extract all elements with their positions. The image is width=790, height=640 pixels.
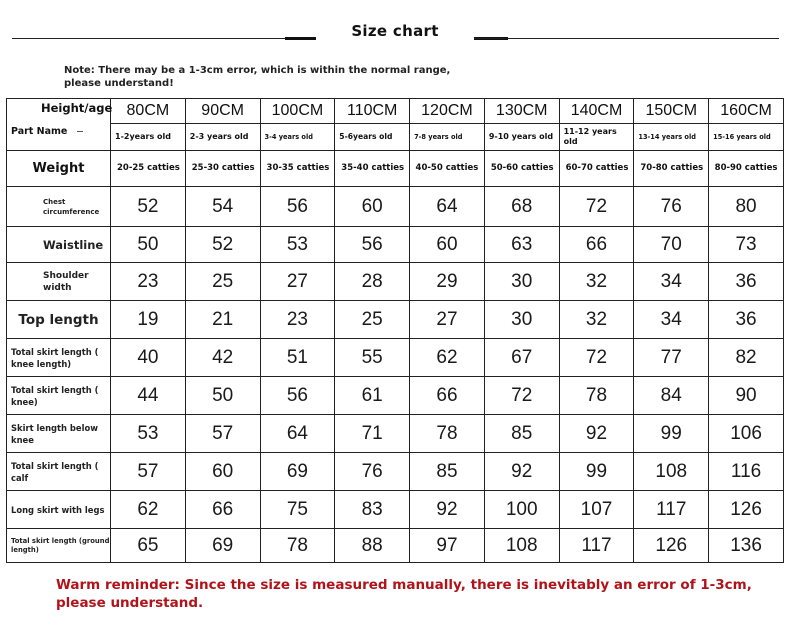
size-value: 70: [634, 227, 709, 263]
row-label: Total skirt length ( calf: [7, 453, 111, 491]
weight-row: [7, 151, 784, 187]
weight-label: Weight: [7, 151, 111, 187]
size-value: 57: [111, 453, 186, 491]
size-value: 19: [111, 301, 186, 339]
measurement-row: [7, 491, 784, 529]
age-header: 7-8 years old: [410, 124, 485, 151]
measurement-row: [7, 187, 784, 227]
age-header: 11-12 years old: [559, 124, 634, 151]
weight-cell: 25-30 catties: [185, 151, 260, 187]
warm-reminder: Warm reminder: Since the size is measured manually, there is inevitably an error of 1-3cm, please understand.: [56, 577, 752, 611]
height-header: 110CM: [335, 99, 410, 124]
size-value: 62: [410, 339, 485, 377]
header-line-right: [474, 38, 779, 39]
size-value: 92: [410, 491, 485, 529]
size-value: 78: [559, 377, 634, 415]
measurement-row: [7, 301, 784, 339]
age-header: 3-4 years old: [260, 124, 335, 151]
size-value: 75: [260, 491, 335, 529]
header-line-left: [12, 38, 316, 39]
size-value: 52: [111, 187, 186, 227]
row-label: Total skirt length (ground length): [7, 529, 111, 563]
size-value: 36: [709, 301, 784, 339]
height-header: 100CM: [260, 99, 335, 124]
size-value: 92: [559, 415, 634, 453]
size-value: 64: [410, 187, 485, 227]
size-value: 83: [335, 491, 410, 529]
size-value: 54: [185, 187, 260, 227]
size-value: 69: [185, 529, 260, 563]
size-value: 42: [185, 339, 260, 377]
age-header: 2-3 years old: [185, 124, 260, 151]
age-header: 9-10 years old: [484, 124, 559, 151]
size-value: 50: [185, 377, 260, 415]
size-value: 34: [634, 301, 709, 339]
weight-cell: 60-70 catties: [559, 151, 634, 187]
size-value: 108: [484, 529, 559, 563]
row-label: Long skirt with legs: [7, 491, 111, 529]
error-note: Note: There may be a 1-3cm error, which is within the normal range, please understand!: [64, 65, 451, 89]
size-value: 56: [260, 377, 335, 415]
row-label: Skirt length below knee: [7, 415, 111, 453]
size-value: 85: [410, 453, 485, 491]
size-value: 27: [410, 301, 485, 339]
size-value: 29: [410, 263, 485, 301]
size-value: 68: [484, 187, 559, 227]
size-value: 78: [260, 529, 335, 563]
size-value: 64: [260, 415, 335, 453]
size-value: 117: [634, 491, 709, 529]
height-header: 160CM: [709, 99, 784, 124]
size-value: 52: [185, 227, 260, 263]
height-header: 150CM: [634, 99, 709, 124]
weight-cell: 70-80 catties: [634, 151, 709, 187]
size-value: 61: [335, 377, 410, 415]
size-value: 60: [410, 227, 485, 263]
measurement-rows: [7, 187, 784, 563]
size-value: 21: [185, 301, 260, 339]
measurement-row: [7, 415, 784, 453]
height-header: 90CM: [185, 99, 260, 124]
size-value: 23: [111, 263, 186, 301]
size-value: 30: [484, 301, 559, 339]
size-value: 32: [559, 263, 634, 301]
size-value: 97: [410, 529, 485, 563]
weight-cell: 30-35 catties: [260, 151, 335, 187]
size-value: 34: [634, 263, 709, 301]
measurement-row: [7, 453, 784, 491]
size-value: 30: [484, 263, 559, 301]
size-value: 88: [335, 529, 410, 563]
size-value: 78: [410, 415, 485, 453]
size-value: 50: [111, 227, 186, 263]
size-value: 60: [335, 187, 410, 227]
size-value: 66: [559, 227, 634, 263]
size-value: 44: [111, 377, 186, 415]
size-value: 67: [484, 339, 559, 377]
size-value: 84: [634, 377, 709, 415]
size-value: 65: [111, 529, 186, 563]
size-value: 66: [410, 377, 485, 415]
size-value: 56: [335, 227, 410, 263]
size-value: 85: [484, 415, 559, 453]
size-value: 40: [111, 339, 186, 377]
size-value: 72: [484, 377, 559, 415]
size-value: 100: [484, 491, 559, 529]
measurement-row: [7, 377, 784, 415]
size-value: 66: [185, 491, 260, 529]
size-value: 63: [484, 227, 559, 263]
size-value: 53: [260, 227, 335, 263]
row-label: Total skirt length ( knee): [7, 377, 111, 415]
height-header: 80CM: [111, 99, 186, 124]
size-value: 99: [634, 415, 709, 453]
height-header: 130CM: [484, 99, 559, 124]
size-value: 57: [185, 415, 260, 453]
size-value: 55: [335, 339, 410, 377]
weight-cell: 40-50 catties: [410, 151, 485, 187]
size-value: 82: [709, 339, 784, 377]
header-bar-left: [285, 37, 316, 40]
size-value: 126: [709, 491, 784, 529]
corner-tick: [77, 131, 83, 132]
height-header: 140CM: [559, 99, 634, 124]
size-value: 107: [559, 491, 634, 529]
size-value: 72: [559, 339, 634, 377]
corner-header: [7, 99, 111, 151]
size-value: 76: [335, 453, 410, 491]
size-value: 56: [260, 187, 335, 227]
size-value: 25: [185, 263, 260, 301]
size-value: 51: [260, 339, 335, 377]
size-value: 108: [634, 453, 709, 491]
age-header: 1-2years old: [111, 124, 186, 151]
size-value: 77: [634, 339, 709, 377]
age-header: 15-16 years old: [709, 124, 784, 151]
height-age-label: Height/age: [41, 101, 113, 115]
size-value: 72: [559, 187, 634, 227]
size-value: 28: [335, 263, 410, 301]
weight-cell: 80-90 catties: [709, 151, 784, 187]
measurement-row: [7, 263, 784, 301]
weight-cell: 35-40 catties: [335, 151, 410, 187]
size-value: 99: [559, 453, 634, 491]
size-value: 106: [709, 415, 784, 453]
height-row: [7, 99, 784, 124]
row-label: Waistline: [7, 227, 111, 263]
measurement-row: [7, 529, 784, 563]
part-name-label: Part Name: [11, 126, 68, 137]
size-value: 69: [260, 453, 335, 491]
size-value: 27: [260, 263, 335, 301]
size-value: 71: [335, 415, 410, 453]
size-value: 136: [709, 529, 784, 563]
age-row: [7, 124, 784, 151]
size-value: 23: [260, 301, 335, 339]
size-value: 60: [185, 453, 260, 491]
height-header: 120CM: [410, 99, 485, 124]
measurement-row: [7, 227, 784, 263]
size-value: 36: [709, 263, 784, 301]
size-value: 53: [111, 415, 186, 453]
size-value: 116: [709, 453, 784, 491]
age-header: 5-6years old: [335, 124, 410, 151]
size-value: 126: [634, 529, 709, 563]
age-header: 13-14 years old: [634, 124, 709, 151]
size-value: 80: [709, 187, 784, 227]
weight-cell: 20-25 catties: [111, 151, 186, 187]
size-table: [6, 98, 784, 563]
size-value: 90: [709, 377, 784, 415]
size-value: 73: [709, 227, 784, 263]
row-label: Shoulder width: [7, 263, 111, 301]
size-value: 32: [559, 301, 634, 339]
size-value: 62: [111, 491, 186, 529]
size-value: 92: [484, 453, 559, 491]
size-value: 25: [335, 301, 410, 339]
weight-cell: 50-60 catties: [484, 151, 559, 187]
row-label: Total skirt length ( knee length): [7, 339, 111, 377]
row-label: Chest circumference: [7, 187, 111, 227]
row-label: Top length: [7, 301, 111, 339]
measurement-row: [7, 339, 784, 377]
size-value: 76: [634, 187, 709, 227]
size-value: 117: [559, 529, 634, 563]
page-title: Size chart: [351, 22, 439, 40]
